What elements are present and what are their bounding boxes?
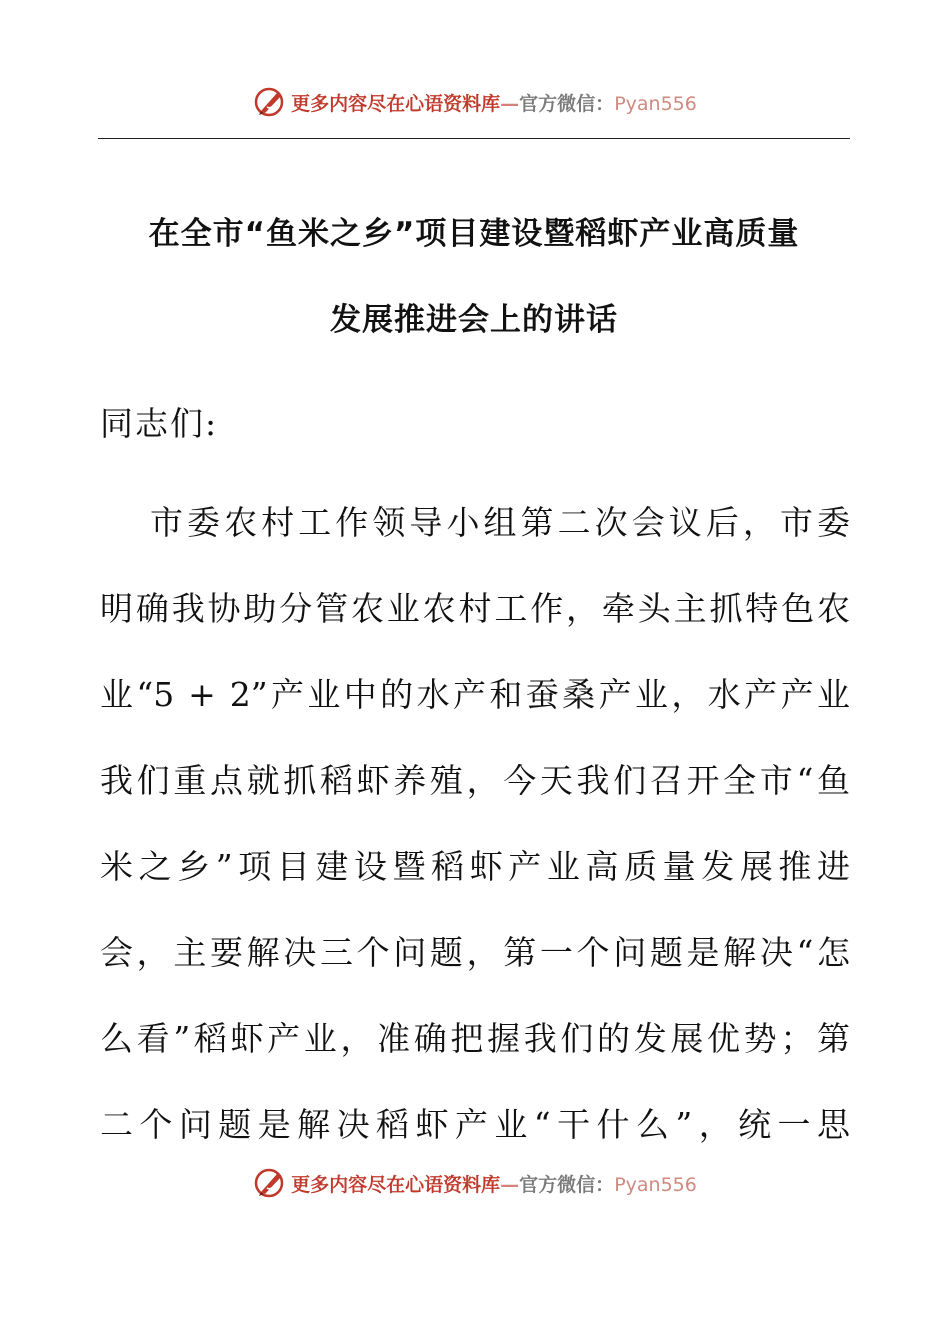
document-title-line2: 发展推进会上的讲话 [330, 302, 618, 338]
footer-banner-site: 更多内容尽在心语资料库 [291, 1173, 501, 1196]
body-line: 市委农村工作领导小组第二次会议后，市委 [150, 503, 850, 542]
header-banner [0, 82, 950, 122]
body-line: 二个问题是解决稻虾产业“干什么”，统一思 [100, 1105, 850, 1144]
body-line: 我们重点就抓稻虾养殖，今天我们召开全市“鱼 [100, 761, 850, 800]
footer-banner-dash: — [500, 1173, 520, 1196]
header-banner-text [291, 89, 697, 116]
header-banner-dash: — [500, 92, 520, 115]
footer-banner [0, 1163, 950, 1203]
footer-banner-wechat-label: 官方微信： [519, 1173, 615, 1196]
document-title-line1: 在全市“鱼米之乡”项目建设暨稻虾产业高质量 [148, 216, 800, 252]
salutation: 同志们: [100, 404, 219, 443]
body-line: 会，主要解决三个问题，第一个问题是解决“怎 [100, 933, 850, 972]
header-banner-wechat-id: Pyan556 [614, 92, 697, 115]
body-line: 明确我协助分管农业农村工作，牵头主抓特色农 [100, 589, 850, 628]
header-divider [98, 138, 850, 139]
header-banner-wechat-label: 官方微信： [519, 92, 615, 115]
body-line: 业“5 + 2”产业中的水产和蚕桑产业，水产产业 [100, 675, 850, 714]
body-line: 么看”稻虾产业，准确把握我们的发展优势；第 [100, 1019, 850, 1058]
footer-banner-wechat-id: Pyan556 [614, 1173, 697, 1196]
footer-banner-text [291, 1170, 697, 1197]
pen-logo-icon [253, 1166, 287, 1200]
pen-logo-icon [253, 85, 287, 119]
body-line: 米之乡”项目建设暨稻虾产业高质量发展推进 [100, 847, 850, 886]
header-banner-site: 更多内容尽在心语资料库 [291, 92, 501, 115]
